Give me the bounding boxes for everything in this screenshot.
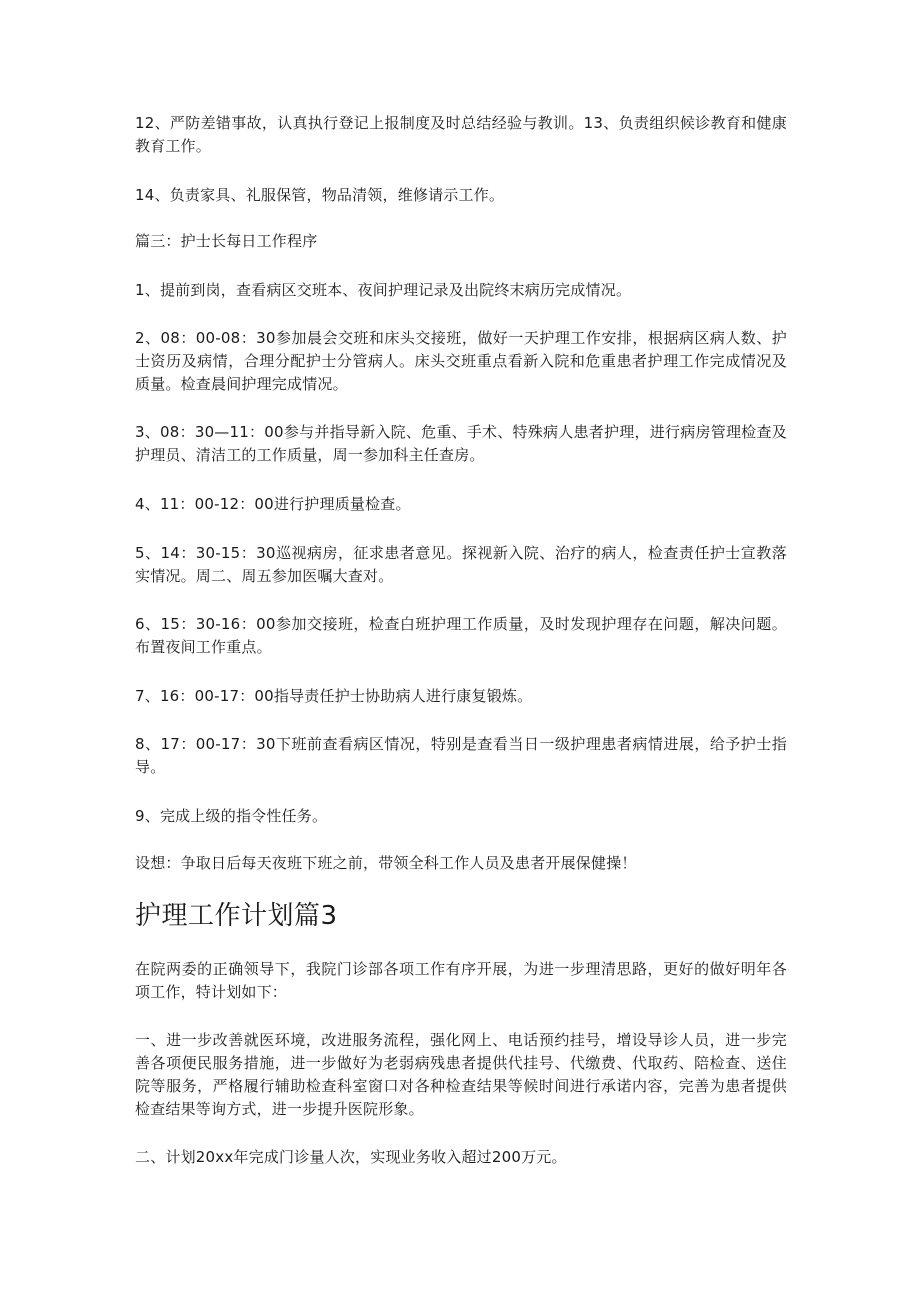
step-8: 8、17：00-17：30下班前查看病区情况，特别是查看当日一级护理患者病情进展，给予护士指导。	[135, 735, 787, 776]
section-subtitle: 篇三：护士长每日工作程序	[135, 232, 318, 250]
step-3: 3、08：30—11：00参与并指导新入院、危重、手术、特殊病人患者护理，进行病房管理检查及护理员、清洁工的工作质量，周一参加科主任查房。	[135, 423, 787, 464]
intro-paragraph: 在院两委的正确领导下，我院门诊部各项工作有序开展，为进一步理清思路，更好的做好明年各项工作，特计划如下：	[135, 960, 787, 1001]
step-5: 5、14：30-15：30巡视病房，征求患者意见。探视新入院、治疗的病人，检查责任护士宣教落实情况。周二、周五参加医嘱大查对。	[135, 544, 787, 585]
paragraph-item-14: 14、负责家具、礼服保管，物品清领，维修请示工作。	[135, 186, 505, 204]
step-6: 6、15：30-16：00参加交接班，检查白班护理工作质量，及时发现护理存在问题，解决问题。布置夜间工作重点。	[135, 615, 787, 656]
plan-item-2: 二、计划20xx年完成门诊量人次，实现业务收入超过200万元。	[135, 1148, 567, 1166]
paragraph-item-12-13: 12、严防差错事故，认真执行登记上报制度及时总结经验与教训。13、负责组织候诊教育和健康教育工作。	[135, 114, 787, 155]
step-9: 9、完成上级的指令性任务。	[135, 807, 328, 825]
step-1: 1、提前到岗，查看病区交班本、夜间护理记录及出院终末病历完成情况。	[135, 281, 632, 299]
step-2: 2、08：00-08：30参加晨会交班和床头交接班，做好一天护理工作安排，根据病区病人数、护士资历及病情，合理分配护士分管病人。床头交班重点看新入院和危重患者护理工作完成情况及质量。检查晨间护理完成情况。	[135, 329, 787, 393]
plan-item-1: 一、进一步改善就医环境，改进服务流程，强化网上、电话预约挂号，增设导诊人员，进一步完善各项便民服务措施，进一步做好为老弱病残患者提供代挂号、代缴费、代取药、陪检查、送住院等服务，严格履行辅助检查科室窗口对各种检查结果等候时间进行承诺内容，完善为患者提供检查结果等询方式，进一步提升医院形象。	[135, 1031, 787, 1118]
step-4: 4、11：00-12：00进行护理质量检查。	[135, 495, 411, 513]
closing-idea: 设想：争取日后每天夜班下班之前，带领全科工作人员及患者开展保健操！	[135, 854, 637, 872]
section-heading: 护理工作计划篇3	[135, 901, 338, 931]
document-page	[135, 108, 787, 1169]
step-7: 7、16：00-17：00指导责任护士协助病人进行康复锻炼。	[135, 687, 533, 705]
